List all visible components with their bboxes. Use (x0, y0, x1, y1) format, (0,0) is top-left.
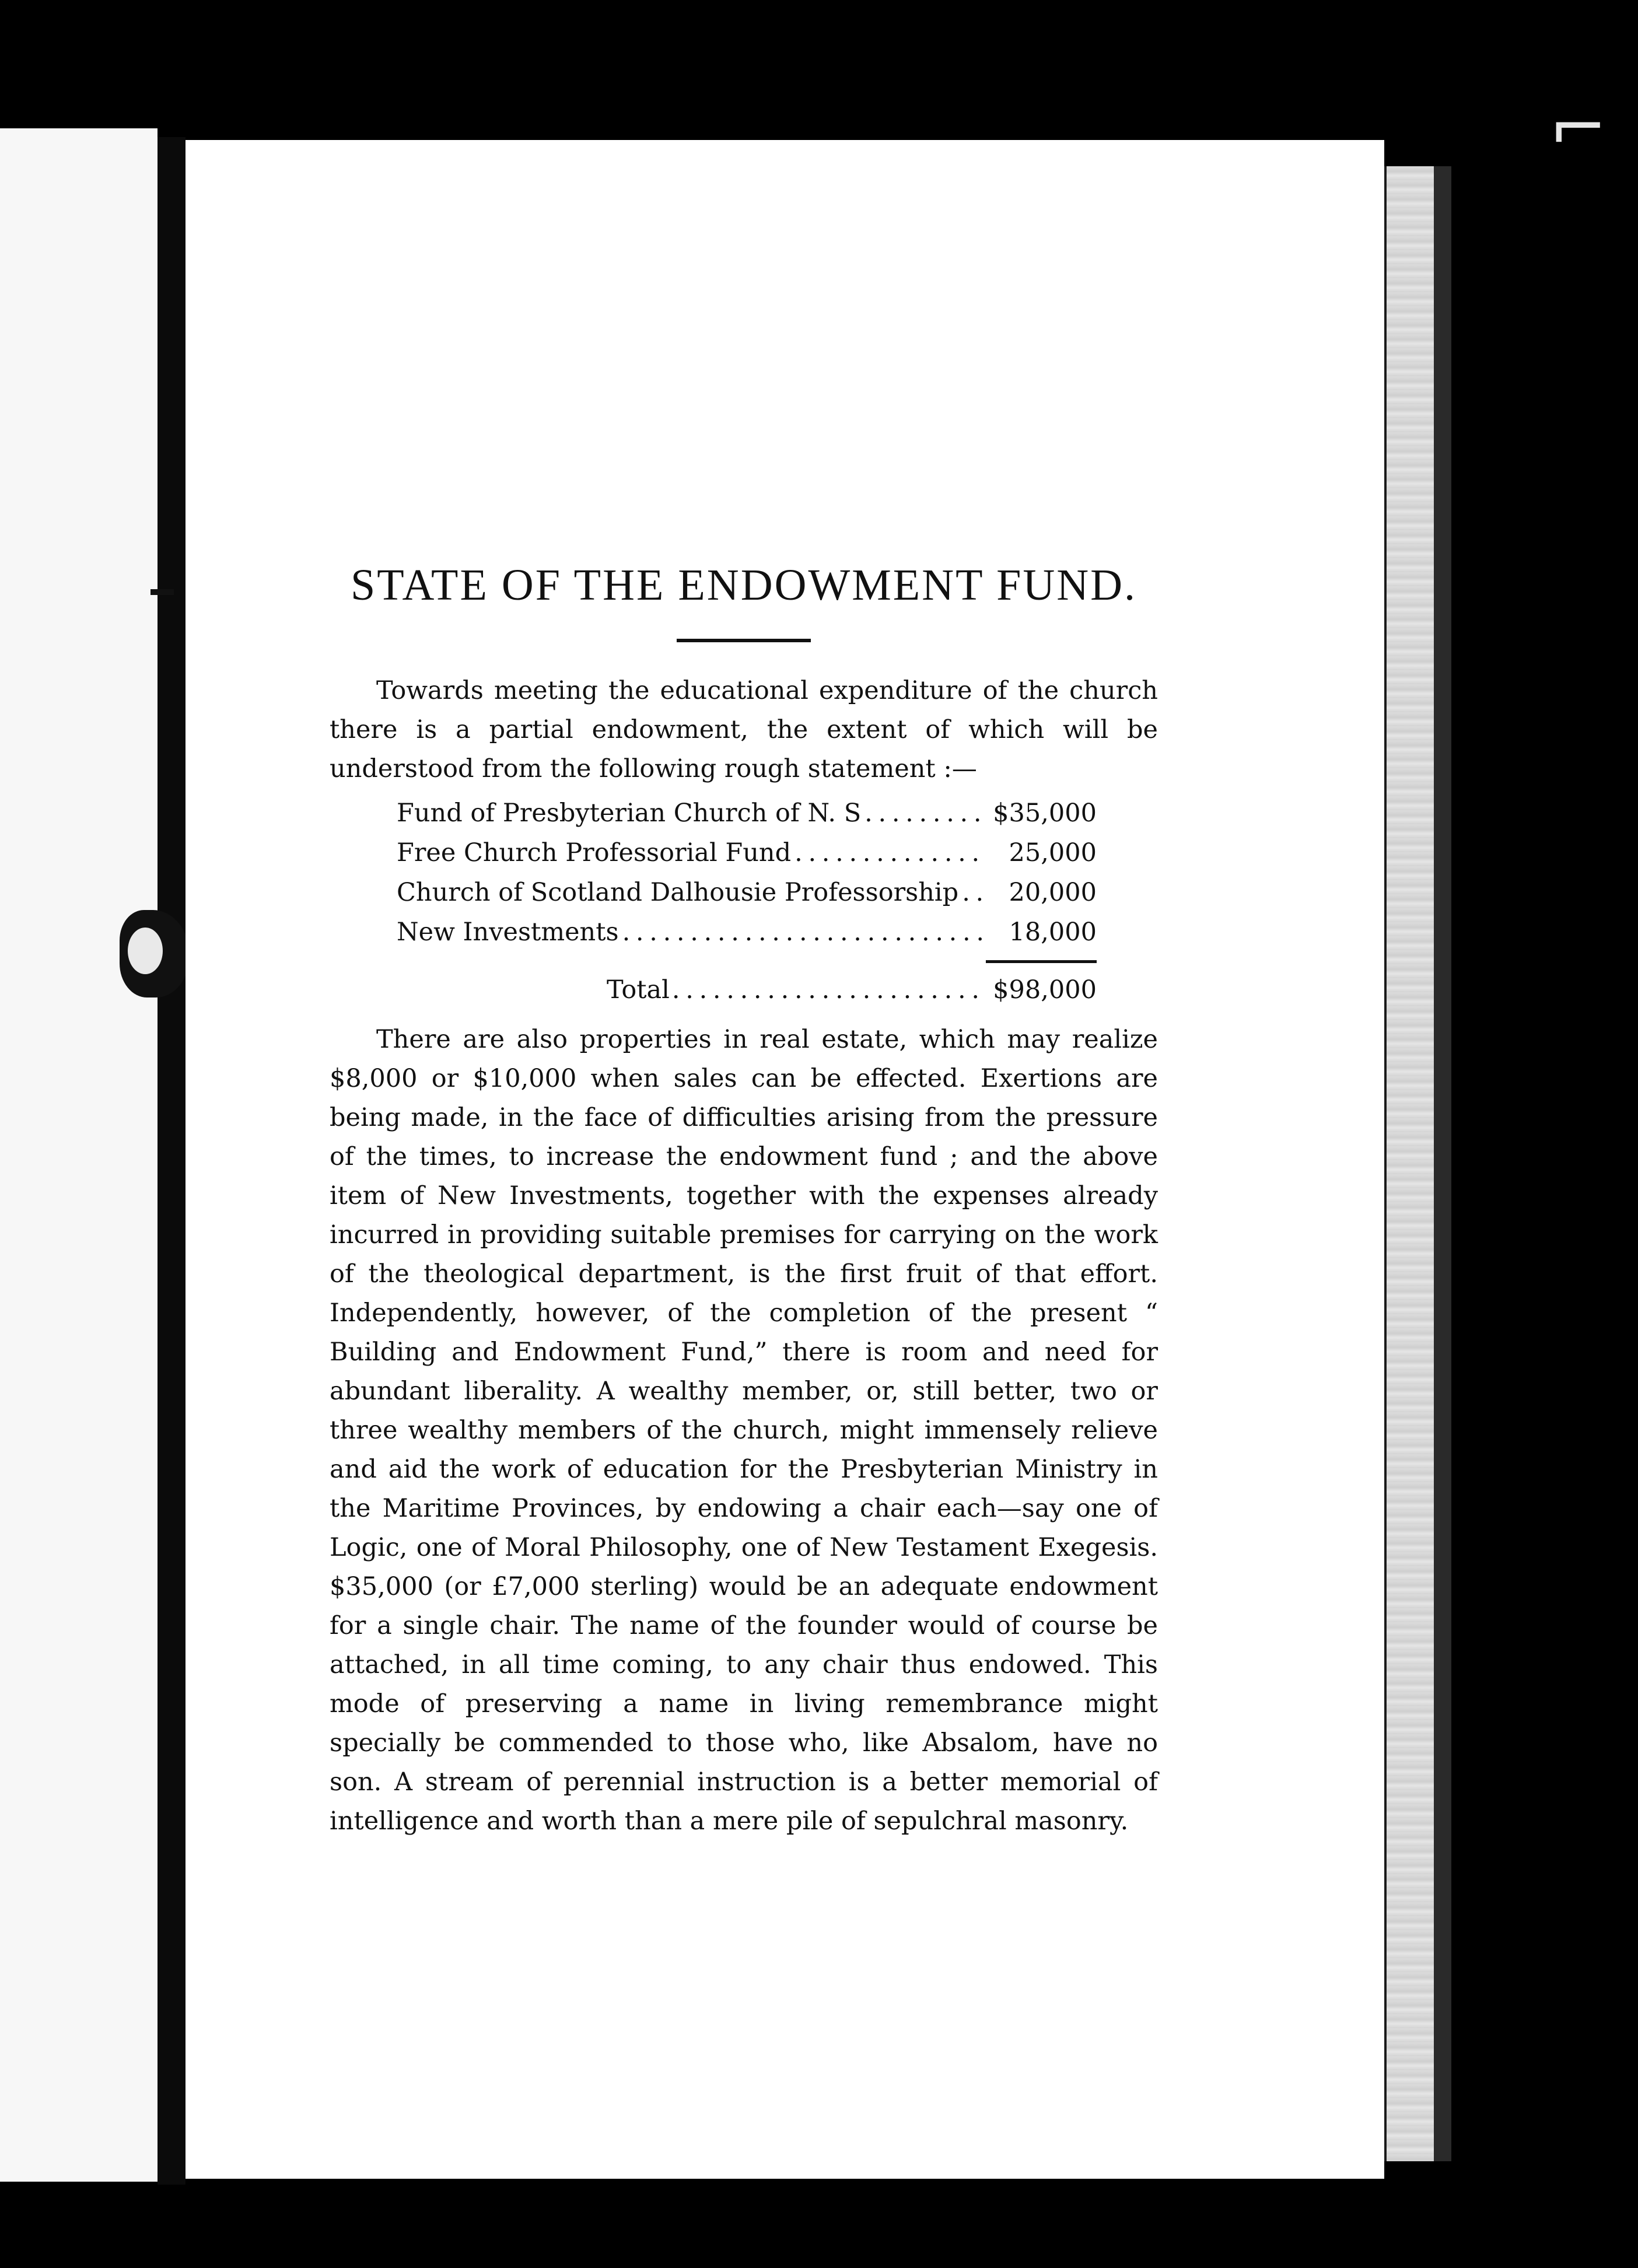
leader-dots (962, 873, 982, 912)
intro-paragraph: Towards meeting the educational expenditure of the church there is a partial endowment, the extent of which will be understood from the following rough statement :— (330, 676, 1158, 783)
spacer (330, 1010, 1158, 1020)
page-stack-shadow (1434, 166, 1451, 2161)
gutter-tear (120, 910, 190, 998)
facing-page-edge (0, 128, 158, 2182)
fund-row (397, 793, 1097, 833)
fund-statement (397, 793, 1097, 1010)
title-rule (677, 639, 811, 642)
page-stack-edge (1384, 166, 1436, 2161)
total-row (607, 970, 1097, 1010)
page-content (330, 560, 1158, 1841)
fund-name: Church of Scotland Dalhousie Professorship (397, 878, 959, 907)
fund-row (397, 912, 1097, 952)
fund-amount: 20,000 (1009, 878, 1097, 907)
page-title: STATE OF THE ENDOWMENT FUND. (350, 561, 1138, 610)
fund-name: New Investments (397, 918, 619, 947)
fund-amount: 25,000 (1009, 838, 1097, 867)
leader-dots (864, 793, 982, 833)
fund-amount: 18,000 (1009, 918, 1097, 947)
total-amount: $98,000 (993, 975, 1097, 1005)
book-spine (158, 137, 186, 2185)
leader-dots (794, 833, 982, 873)
total-label: Total (607, 975, 670, 1005)
body-paragraph: There are also properties in real estate, which may realize $8,000 or $10,000 when sales can be effected. Exertions are being made, in the face of difficulties arising from the pressure of the times, to increase the endowment fund ; and the above item of New Investments, together with the expenses already incurred in providing suitable premises for carrying on the work of the theological department, is the first fruit of that effort. Independently, however, of the completion of the present “ Building and Endowment Fund,” there is room and need for abundant liberality. A wealthy member, or, still better, two or three wealthy members of the church, might immensely relieve and aid the work of education for the Presbyterian Ministry in the Maritime Provinces, by endowing a chair each—say one of Logic, one of Moral Philosophy, one of New Testament Exegesis. $35,000 (or £7,000 sterling) would be an adequate endowment for a single chair. The name of the founder would of course be attached, in all time coming, to any chair thus endowed. This mode of preserving a name in living remembrance might specially be commended to those who, like Absalom, have no son. A stream of perennial instruction is a better memorial of intelligence and worth than a mere pile of sepulchral masonry. (330, 1025, 1158, 1836)
fund-row (397, 833, 1097, 873)
leader-dots (672, 970, 984, 1010)
fund-amount: $35,000 (993, 799, 1097, 828)
fund-name: Free Church Professorial Fund (397, 838, 792, 867)
scanner-corner-mark: ⌐ (1549, 88, 1608, 169)
fund-name: Fund of Presbyterian Church of N. S (397, 799, 862, 828)
gutter-mark (150, 589, 174, 595)
fund-row (397, 873, 1097, 912)
leader-dots (622, 912, 982, 952)
total-rule (986, 960, 1097, 963)
